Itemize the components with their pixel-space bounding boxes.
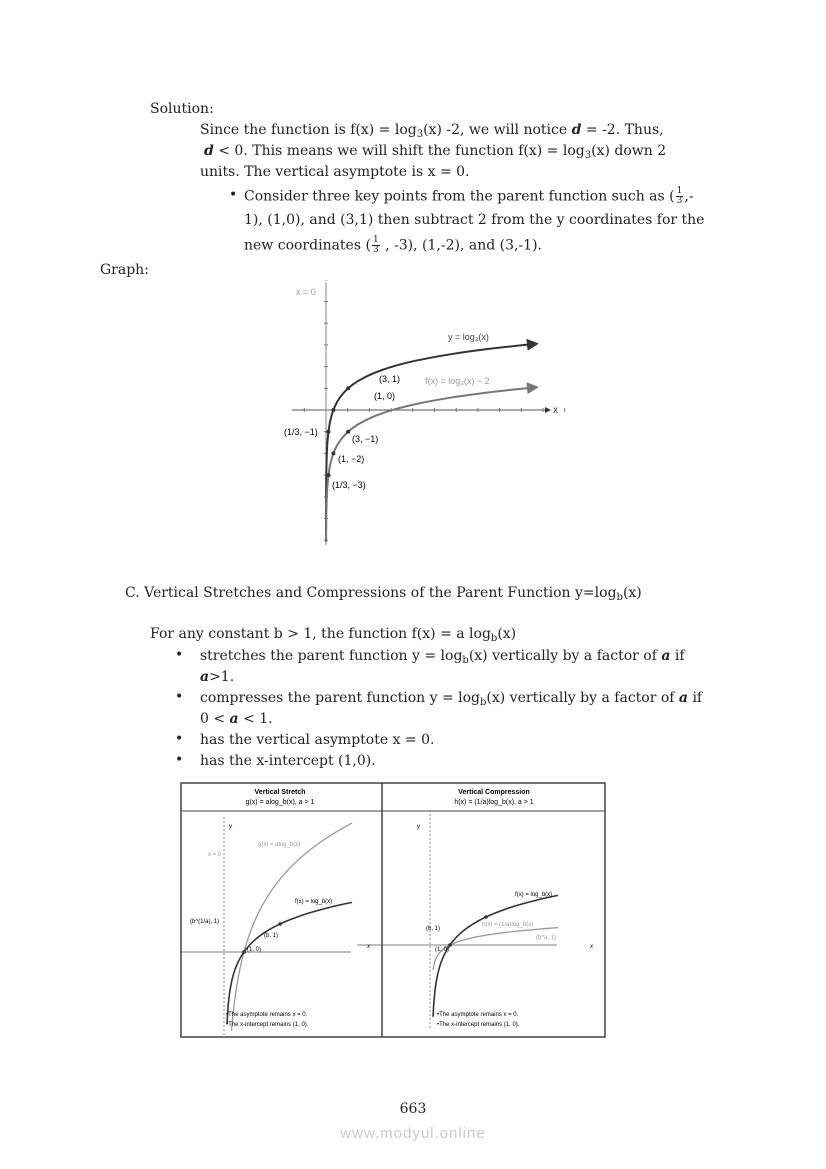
subscript: 3: [584, 150, 592, 161]
stretch-formula: g(x) = alog_b(x), a > 1: [245, 799, 315, 806]
bullet-compress-1: [200, 689, 702, 707]
text-run: < 0. This means we will shift the function f(x) = log: [213, 143, 585, 159]
subscript: 3: [416, 129, 424, 140]
text-run: < 1.: [238, 711, 273, 727]
note-asymptote: •The asymptote remains x = 0.: [437, 1012, 519, 1018]
asymptote-label: x = 0: [296, 287, 316, 297]
fraction-part: 1: [676, 186, 683, 196]
key-point: [331, 451, 335, 455]
stretch-title: Vertical Stretch: [254, 789, 306, 796]
solution-line-2: [204, 142, 666, 160]
graph-log3-shift: [282, 280, 572, 550]
parent-label: y = log₃(x): [448, 332, 489, 342]
asymptote-label: x = 0: [208, 852, 222, 858]
key-point: [326, 473, 330, 477]
fraction-part: 3: [676, 196, 683, 206]
text-run: d: [571, 122, 582, 138]
x-axis-label: x: [367, 944, 370, 950]
subscript: b: [462, 655, 469, 666]
point-label: (b^(1/a), 1): [190, 919, 220, 925]
text-run: a: [200, 669, 210, 685]
text-run: , -3), (1,-2), and (3,-1).: [380, 237, 542, 254]
x-axis-label: x: [553, 405, 558, 416]
text-run: d: [204, 143, 214, 159]
text-run: a: [229, 711, 239, 727]
key-point: [484, 915, 488, 919]
text-run: has the vertical asymptote x = 0.: [200, 732, 435, 748]
text-run: (x) -2, we will notice: [423, 122, 572, 138]
subscript: b: [480, 697, 487, 708]
page-number: 663: [399, 1101, 427, 1117]
intro-line: [150, 625, 516, 643]
key-points-line-2: [244, 211, 704, 229]
subscript: b: [616, 592, 623, 603]
text-run: units. The vertical asymptote is x = 0.: [200, 164, 470, 180]
point-label: (1/3, −3): [332, 480, 366, 490]
bullet: •: [175, 689, 184, 705]
graph-label: [100, 261, 149, 279]
text-run: 1), (1,0), and (3,1) then subtract 2 from the y coordinates for the: [244, 212, 705, 228]
compression-formula: h(x) = (1/a)log_b(x), a > 1: [454, 799, 534, 806]
text-run: (x) vertically by a factor of: [468, 648, 662, 664]
y-axis-label: y: [229, 824, 232, 830]
solution-line-3: [200, 163, 470, 181]
fraction-part: 3: [372, 245, 379, 255]
point-label: (b, 1): [426, 926, 441, 932]
h-label: h(x) = (1/a)log_b(x): [482, 922, 534, 928]
text-run: new coordinates (: [244, 237, 371, 254]
x-axis-label: x: [590, 944, 593, 950]
key-point: [346, 430, 350, 434]
text-run: if: [670, 648, 685, 664]
text-run: >1.: [209, 669, 235, 685]
bullet-asymptote: [200, 731, 434, 749]
key-point: [242, 950, 246, 954]
text-run: compresses the parent function y = log: [200, 690, 480, 706]
shifted-label: f(x) = log₃(x) − 2: [425, 376, 490, 386]
text-run: ,-: [684, 188, 694, 205]
note-intercept: •The x-intercept remains (1, 0).: [226, 1022, 309, 1028]
bullet-intercept: [200, 752, 376, 770]
text-run: if: [688, 690, 703, 706]
bullet-stretch-2: [200, 668, 234, 686]
text-run: stretches the parent function y = log: [200, 648, 463, 664]
bullet: •: [175, 731, 184, 747]
solution-line-1: [200, 121, 664, 139]
bullet-stretch-1: [200, 647, 685, 665]
point-label: (1, −2): [338, 454, 365, 464]
f-label: f(x) = log_b(x): [515, 892, 553, 898]
key-point: [331, 408, 335, 412]
fraction-part: 1: [372, 235, 379, 245]
text-run: (x) vertically by a factor of: [486, 690, 679, 706]
note-intercept: •The x-intercept remains (1, 0).: [437, 1022, 520, 1028]
point-label: (3, −1): [352, 434, 379, 444]
compression-title: Vertical Compression: [458, 789, 530, 796]
text-run: Graph:: [100, 262, 149, 278]
fraction: [372, 236, 380, 255]
text-run: (x): [497, 626, 517, 642]
text-run: Since the function is f(x) = log: [200, 122, 417, 138]
y-axis-label: y: [417, 824, 420, 830]
subscript: b: [490, 633, 498, 644]
bullet-compress-2: [200, 710, 273, 728]
stretch-compression-figure: [180, 782, 606, 1038]
text-run: For any constant b > 1, the function f(x) = a log: [150, 626, 491, 642]
solution-heading: [150, 100, 214, 118]
text-run: 0 <: [200, 711, 230, 727]
section-c-heading: [125, 584, 642, 602]
key-points-line-1: [244, 187, 694, 206]
g-label: g(x) = alog_b(x): [258, 842, 301, 848]
point-label: (1, 0): [247, 947, 262, 953]
watermark: www.modyul.online: [340, 1125, 486, 1142]
point-label: (b^a, 1): [536, 935, 557, 941]
point-label: (1/3, −1): [284, 427, 318, 437]
point-label: (1, 0): [374, 391, 396, 401]
note-asymptote: •The asymptote remains x = 0.: [226, 1012, 308, 1018]
text-run: a: [661, 648, 671, 664]
text-run: = -2. Thus,: [581, 122, 664, 138]
text-run: Solution:: [150, 101, 214, 117]
point-label: (1, 0): [435, 947, 450, 953]
key-point: [278, 922, 282, 926]
bullet: •: [175, 647, 184, 663]
bullet: •: [175, 752, 184, 768]
text-run: a: [678, 690, 688, 706]
key-points-line-3: [244, 236, 542, 255]
text-run: C. Vertical Stretches and Compressions of the Parent Function y=log: [125, 585, 617, 601]
key-point: [346, 386, 350, 390]
text-run: (x) down 2: [591, 143, 667, 159]
f-label: f(x) = log_b(x): [295, 899, 333, 905]
text-run: has the x-intercept (1,0).: [200, 753, 376, 769]
text-run: (x): [622, 585, 642, 601]
fraction: [676, 187, 684, 206]
point-label: (3, 1): [379, 374, 401, 384]
bullet: •: [229, 187, 238, 203]
text-run: Consider three key points from the parent function such as (: [244, 188, 675, 205]
point-label: (b, 1): [264, 933, 279, 939]
key-point: [326, 430, 330, 434]
